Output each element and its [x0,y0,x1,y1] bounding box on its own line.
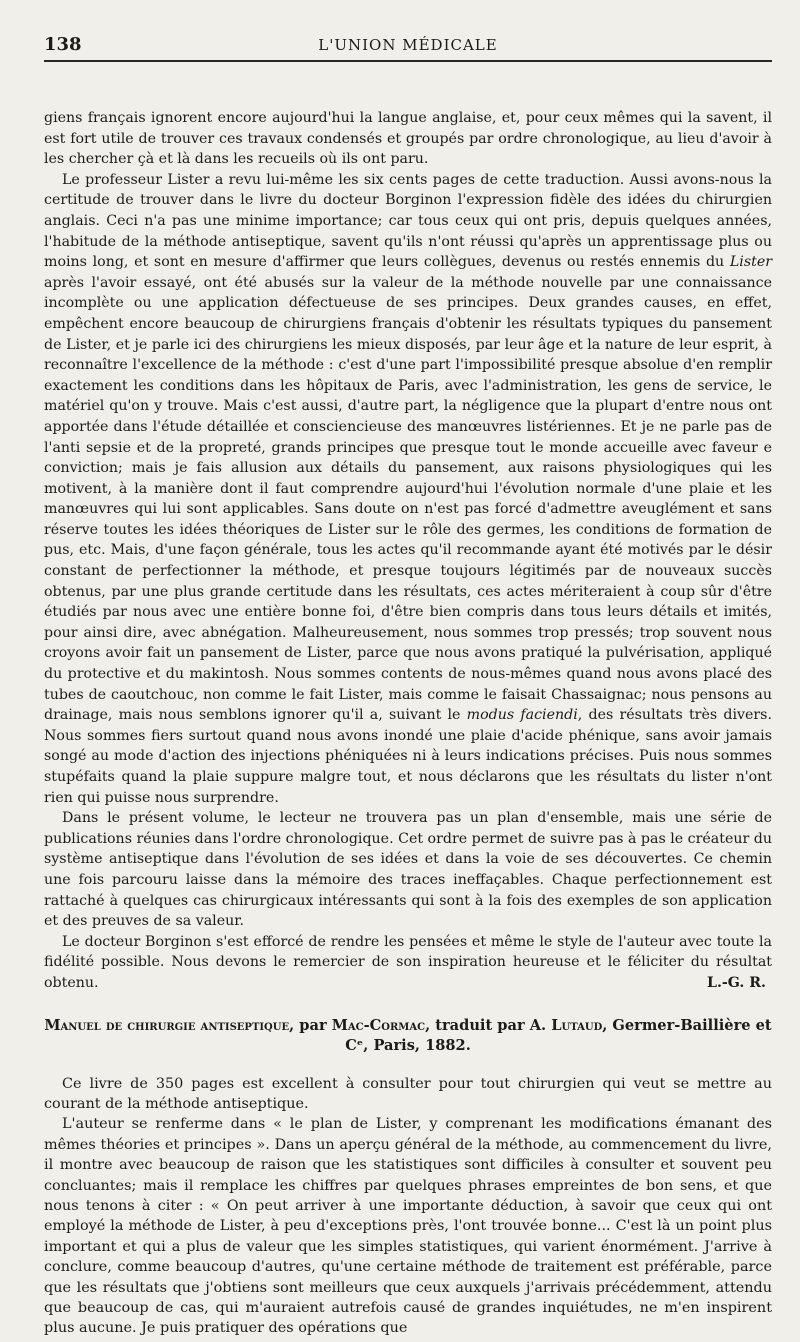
italic-run: Lister [729,254,772,271]
running-title: L'UNION MÉDICALE [318,36,498,54]
review-body [44,1074,772,1339]
text-run: par [294,1016,332,1034]
article-body [44,108,772,1339]
review-paragraph: L'auteur se renferme dans « le plan de Lister, y comprenant les modifications émanant des mêmes théories et principes ». Dans un aperçu général de la méthode, au commencement du livre, il montre avec beaucoup de raison que les statistiques sont difficiles à consulter et souvent peu concluantes; mais il remplace les chiffres par quelques phrases empreintes de bon sens, et que nous tenons à citer : « On peut arriver à une importante déduction, à savoir que ceux qui ont employé la méthode de Lister, à peu d'exceptions près, l'ont trouvée bonne... C'est là un point plus important et qui a plus de valeur que les simples statistiques, qui varient énormément. J'arrive à conclure, comme beaucoup d'autres, qu'une certaine méthode de traitement est préférable, parce que les résultats que j'obtiens sont meilleurs que ceux auxquels j'arrivais précédemment, attendu que beaucoup de cas, qui m'auraient autrefois causé de grandes inquiétudes, ne m'en inspirent plus aucune. Je puis pratiquer des opérations que [44,1116,772,1337]
review-heading [44,1016,772,1056]
text-run: après l'avoir essayé, ont été abusés sur la valeur de la méthode nouvelle par une connaissance incomplète ou une application défectueuse de ses principes. Deux grandes causes, en effet, empêchent encore beaucoup de chirurgiens français d'obtenir les résultats typiques du pansement de Lister, et je parle ici des chirurgiens les mieux disposés, par leur âge et la nature de leur esprit, à reconnaître l'excellence de la méthode : c'est d'une part l'impossibilité presque absolue d'en remplir exactement les conditions dans les hôpitaux de Paris, avec l'administration, les gens de service, le matériel qu'on y trouve. Mais c'est aussi, d'autre part, la négligence que la plupart d'entre nous ont apportée dans l'étude détaillée et consciencieuse des manœuvres listériennes. Et je ne parle pas de l'anti sepsie et de la propreté, grands principes que presque tout le monde accueille avec faveur e conviction; mais je fais allusion aux détails du pansement, aux raisons physiologiques qui les motivent, à la manière dont il faut comprendre aujourd'hui l'évolution normale d'une plaie et les manœuvres qui lui sont applicables. Sans doute on n'est pas forcé d'admettre aveuglément et sans réserve toutes les idées théoriques de Lister sur le rôle des germes, les conditions de formation de pus, etc. Mais, d'une façon générale, tous les actes qu'il recommande ayant été motivés par le désir constant de perfectionner la méthode, et presque toujours légitimés par de nouveaux succès obtenus, par une plus grande certitude dans les résultats, ces actes mériteraient à coup sûr d'être étudiés par nous avec une entière bonne foi, d'être bien compris dans tous leurs détails et imités, pour ainsi dire, avec abnégation. Malheureusement, nous sommes trop pressés; trop souvent nous croyons avoir fait un pansement de Lister, parce que nous avons pratiqué la pulvérisation, appliqué du protective et du makintosh. Nous sommes contents de nous-mêmes quand nous avons placé des tubes de caoutchouc, non comme le fait Lister, mais comme le faisait Chassaignac; nous pensons au drainage, mais nous semblons ignorer qu'il a, suivant le [44,274,772,724]
paragraph-continued: giens français ignorent encore aujourd'hui la langue anglaise, et, pour ceux mêmes qui la savent, il est fort utile de trouver ces travaux condensés et groupés par ordre chronologique, au lieu d'avoir à les chercher çà et là dans les recueils où ils ont paru. [44,110,772,168]
book-title: Manuel de chirurgie antiseptique, [44,1016,295,1034]
text-run: Le professeur Lister a revu lui-même les six cents pages de cette traduction. Aussi avons-nous la certitude de trouver dans le livre du docteur Borginon l'expression fidèle des idées du chirurgien anglais. Ceci n'a pas une minime importance; car tous ceux qui ont pris, depuis quelques années, l'habitude de la méthode antiseptique, savent qu'ils n'ont réussi qu'après un apprentissage plus ou moins long, et sont en mesure d'affirmer que leurs collègues, devenus ou restés ennemis du [44,171,772,271]
paragraph-borginon [44,932,772,994]
italic-run: modus faciendi [466,707,578,724]
paragraph-lister [44,170,772,808]
review-paragraph: Ce livre de 350 pages est excellent à consulter pour tout chirurgien qui veut se mettre au courant de la méthode antiseptique. [44,1075,772,1112]
text-run: Le docteur Borginon s'est efforcé de rendre les pensées et même le style de l'auteur avec toute la fidélité possible. Nous devons le remercier de son inspiration heureuse et le féliciter du résultat obtenu. [44,933,772,991]
book-author: Mac-Cormac, [331,1016,431,1034]
book-publisher: Germer-Baillière et Cᵉ, Paris, 1882. [345,1016,772,1054]
text-run: , des résultats très divers. Nous sommes fiers surtout quand nous avons inondé une plaie d'acide phénique, sans avoir jamais songé au mode d'action des injections phéniquées ni à leurs indications précises. Puis nous sommes stupéfaits quand la plaie suppure malgre tout, et nous déclarons que les résultats du lister n'ont rien qui puisse nous surprendre. [44,707,772,806]
page-number: 138 [44,34,82,55]
page-header [44,30,772,62]
author-signature: L.-G. R. [706,974,766,991]
text-run: traduit par A. [430,1016,552,1034]
book-translator: Lutaud, [551,1016,608,1034]
paragraph-volume: Dans le présent volume, le lecteur ne trouvera pas un plan d'ensemble, mais une série de publications réunies dans l'ordre chronologique. Cet ordre permet de suivre pas à pas le créateur du système antiseptique dans l'évolution de ses idées et dans la voie de ses découvertes. Ce chemin une fois parcouru laisse dans la mémoire des traces ineffaçables. Chaque perfectionnement est rattaché à quelques cas chirurgicaux intéressants qui sont à la fois des exemples de son application et des preuves de sa valeur. [44,810,773,930]
